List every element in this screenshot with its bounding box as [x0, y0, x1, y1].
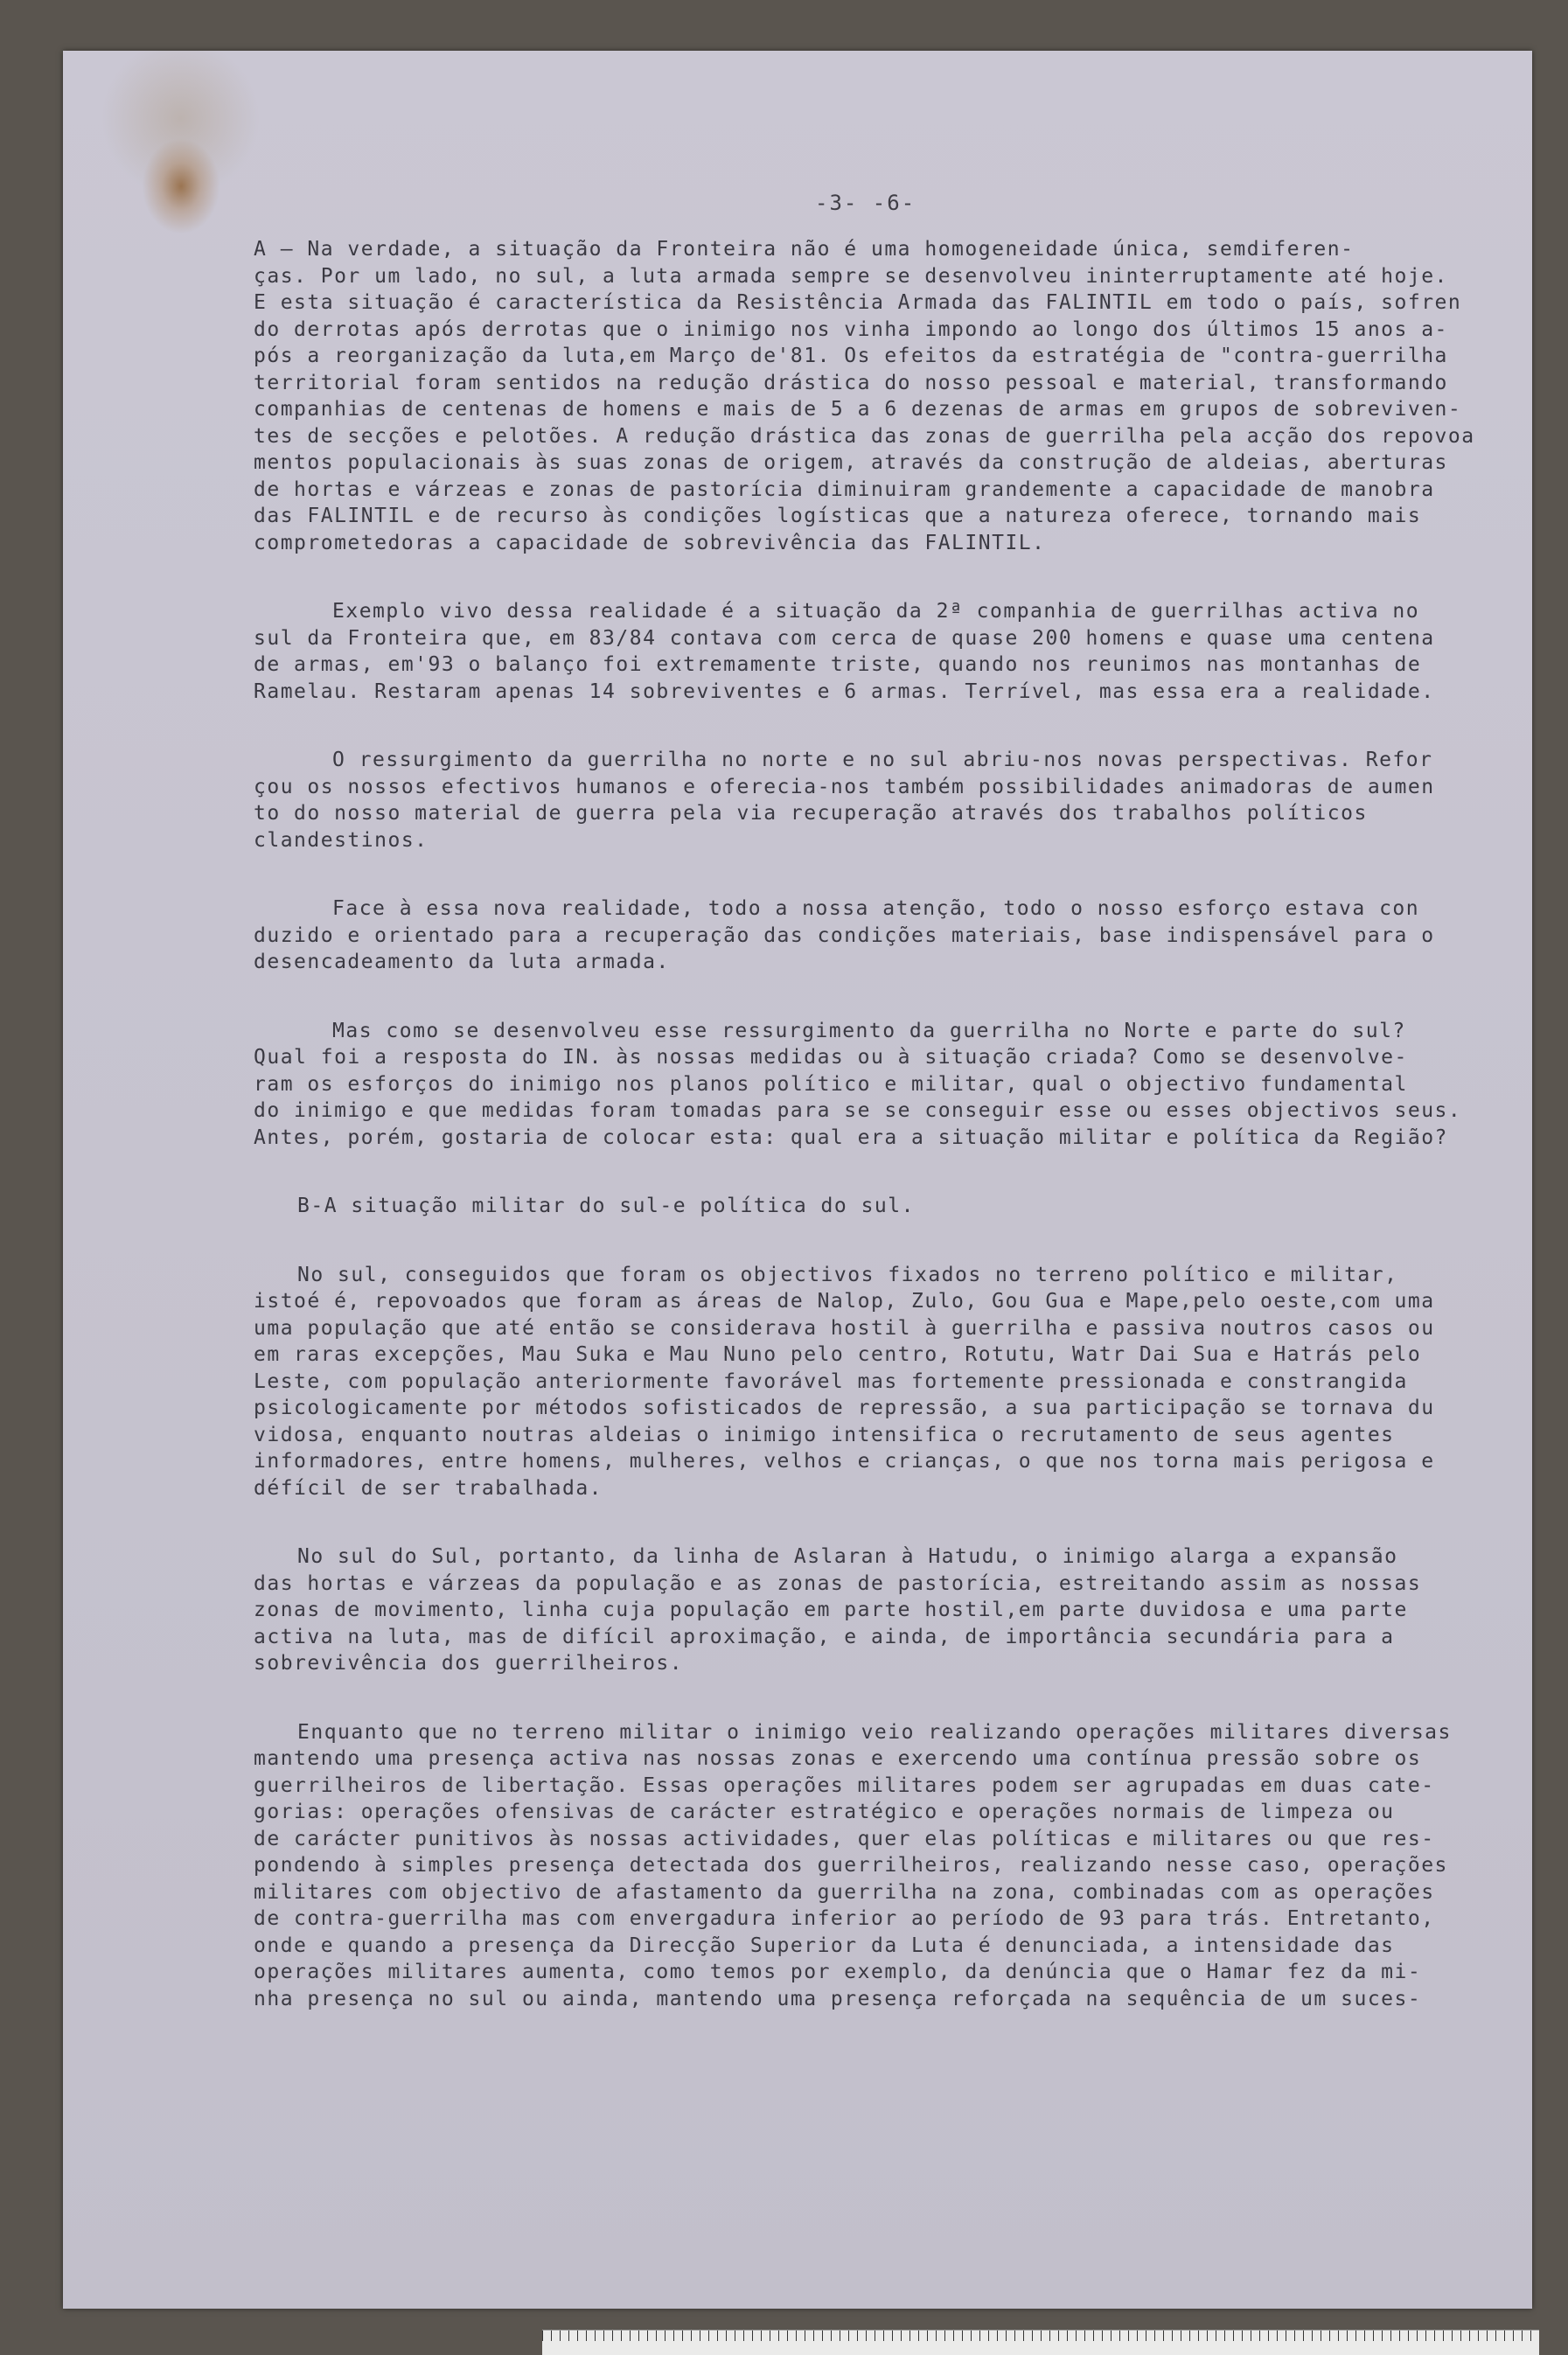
- paragraph-example: Exemplo vivo dessa realidade é a situação da 2ª companhia de guerrilhas activa no sul da Fronteira que, em 83/84 contava com cerca de quase 200 homens e quase uma centena de armas, em'93 o balanço foi extremamente triste, quando nos reunimos nas montanhas de Ramelau. Restaram apenas 14 sobreviventes e 6 armas. Terrível, mas essa era a realidade.: [254, 600, 1435, 703]
- page-number: -3- -6-: [815, 191, 916, 215]
- paragraph-south: No sul, conseguidos que foram os objectivos fixados no terreno político e militar, istoé é, repovoados que foram as áreas de Nalop, Zulo, Gou Gua e Mape,pelo oeste,com uma uma população que até então se considerava hostil à guerrilha e passiva noutros casos ou em raras excepções, Mau Suka e Mau Nuno pelo centro, Rotutu, Watr Dai Sua e Hatrás pelo Leste, com população anteriormente favorável mas fortemente pressionada e constrangida psicologicamente por métodos sofisticados de repressão, a sua participação se tornava du vidosa, enquanto noutras aldeias o inimigo intensifica o recrutamento de seus agentes informadores, entre homens, mulheres, velhos e crianças, o que nos torna mais perigosa e défícil de ser trabalhada.: [254, 1263, 1435, 1500]
- section-heading-b: B-A situação militar do sul-e política do sul.: [297, 1195, 915, 1217]
- paragraph-questions: Mas como se desenvolveu esse ressurgimento da guerrilha no Norte e parte do sul? Qual foi a resposta do IN. às nossas medidas ou à situação criada? Como se desenvolve- ram os esforços do inimigo nos planos político e militar, qual o objectivo fundamental do inimigo e que medidas foram tomadas para se se conseguir esse ou esses objectivos seus. Antes, porém, gostaria de colocar esta: qual era a situação militar e política da Região?: [254, 1019, 1462, 1149]
- rust-stain: [142, 138, 220, 234]
- scale-ruler: [542, 2330, 1539, 2355]
- paragraph-south-of-south: No sul do Sul, portanto, da linha de Aslaran à Hatudu, o inimigo alarga a expansão das hortas e várzeas da população e as zonas de pastorícia, estreitando assim as nossas zonas de movimento, linha cuja população em parte hostil,em parte duvidosa e uma parte activa na luta, mas de difícil aproximação, e ainda, de importância secundária para a sobrevivência dos guerrilheiros.: [254, 1545, 1422, 1675]
- document-body: [254, 236, 1530, 2054]
- paragraph-military-terrain: Enquanto que no terreno militar o inimigo veio realizando operações militares diversas mantendo uma presença activa nas nossas zonas e exercendo uma contínua pressão sobre os guerrilheiros de libertação. Essas operações militares podem ser agrupadas em duas cate- gorias: operações ofensivas de carácter estratégico e operações normais de limpeza ou de carácter punitivos às nossas actividades, quer elas políticas e militares ou que res- pondendo à simples presença detectada dos guerrilheiros, realizando nesse caso, operações militares com objectivo de afastamento da guerrilha na zona, combinadas com as operações de contra-guerrilha mas com envergadura inferior ao período de 93 para trás. Entretanto, onde e quando a presença da Direcção Superior da Luta é denunciada, a intensidade das operações militares aumenta, como temos por exemplo, da denúncia que o Hamar fez da mi- nha presença no sul ou ainda, mantendo uma presença reforçada na sequência de um suces-: [254, 1720, 1452, 2010]
- paragraph-resurgence: O ressurgimento da guerrilha no norte e no sul abriu-nos novas perspectivas. Refor çou os nossos efectivos humanos e oferecia-nos também possibilidades animadoras de aumen to do nosso material de guerra pela via recuperação através dos trabalhos políticos clandestinos.: [254, 749, 1435, 852]
- paragraph-a: A – Na verdade, a situação da Fronteira não é uma homogeneidade única, semdiferen- ças. Por um lado, no sul, a luta armada sempre se desenvolveu ininterruptamente até hoje. E esta situação é característica da Resistência Armada das FALINTIL em todo o país, sofren do derrotas após derrotas que o inimigo nos vinha impondo ao longo dos últimos 15 anos a- pós a reorganização da luta,em Março de'81. Os efeitos da estratégia de "contra-guerrilha territorial foram sentidos na redução drástica do nosso pessoal e material, transformando companhias de centenas de homens e mais de 5 a 6 dezenas de armas em grupos de sobreviven- tes de secções e pelotões. A redução drástica das zonas de guerrilha pela acção dos repovoa mentos populacionais às suas zonas de origem, através da construção de aldeias, aberturas de hortas e várzeas e zonas de pastorícia diminuiram grandemente a capacidade de manobra das FALINTIL e de recurso às condições logísticas que a natureza oferece, tornando mais comprometedoras a capacidade de sobrevivência das FALINTIL.: [254, 238, 1475, 554]
- document-page: [63, 51, 1532, 2309]
- paragraph-new-reality: Face à essa nova realidade, todo a nossa atenção, todo o nosso esforço estava con duzido e orientado para a recuperação das condições materiais, base indispensável para o desencadeamento da luta armada.: [254, 897, 1435, 973]
